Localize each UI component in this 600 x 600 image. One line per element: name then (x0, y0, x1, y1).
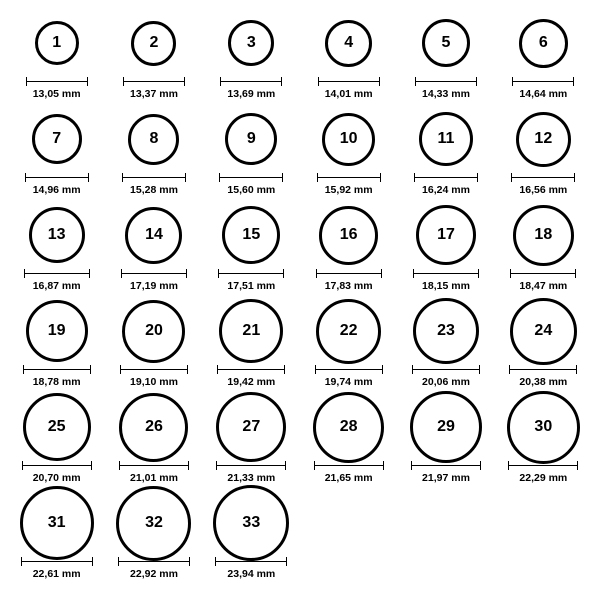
ring-size-grid (8, 10, 592, 586)
ring-circle (510, 298, 577, 365)
measure-line (512, 81, 574, 82)
measure-tick-left (121, 269, 122, 278)
ring-circle-wrap (516, 106, 571, 172)
ring-circle (313, 392, 384, 463)
measure-tick-left (414, 173, 415, 182)
ring-size-label: 10 (339, 130, 358, 147)
diameter-value-label: 17,19 mm (130, 280, 178, 292)
measure-tick-right (574, 173, 575, 182)
diameter-value-label: 17,83 mm (324, 280, 373, 292)
ring-size-label: 1 (52, 34, 62, 51)
diameter-measure-bar (512, 77, 574, 86)
diameter-value-label: 19,42 mm (227, 376, 276, 388)
ring-circle-wrap (213, 490, 289, 556)
ring-circle (131, 21, 176, 66)
ring-circle-wrap (510, 298, 577, 364)
ring-size-cell (397, 106, 494, 202)
measure-tick-right (87, 77, 88, 86)
ring-size-cell (8, 10, 105, 106)
measure-tick-right (284, 365, 285, 374)
ring-size-cell (300, 394, 397, 490)
diameter-measure-bar (413, 269, 479, 278)
diameter-measure-bar (314, 461, 384, 470)
measure-tick-left (411, 461, 412, 470)
diameter-value-label: 22,61 mm (32, 568, 81, 580)
measure-line (314, 465, 384, 466)
diameter-measure-bar (415, 77, 477, 86)
ring-size-cell (300, 10, 397, 106)
measure-tick-right (88, 173, 89, 182)
ring-size-cell (8, 202, 105, 298)
measure-line (219, 177, 283, 178)
ring-size-cell (495, 394, 592, 490)
ring-size-cell (300, 298, 397, 394)
ring-circle (228, 20, 274, 66)
measure-line (118, 561, 190, 562)
diameter-measure-bar (24, 269, 90, 278)
ring-size-label: 26 (145, 418, 163, 435)
ring-circle-wrap (116, 490, 191, 556)
ring-circle-wrap (228, 10, 274, 76)
ring-size-cell (105, 202, 202, 298)
measure-line (412, 369, 480, 370)
ring-size-label: 3 (246, 34, 256, 51)
ring-size-cell (203, 490, 300, 586)
measure-tick-right (379, 77, 380, 86)
measure-tick-right (89, 269, 90, 278)
measure-line (510, 273, 576, 274)
measure-tick-right (186, 269, 187, 278)
measure-line (123, 81, 185, 82)
measure-tick-left (123, 77, 124, 86)
measure-tick-right (283, 269, 284, 278)
measure-tick-right (480, 461, 481, 470)
ring-circle (416, 205, 476, 265)
ring-circle-wrap (119, 394, 188, 460)
ring-circle-wrap (319, 202, 378, 268)
ring-size-cell (495, 10, 592, 106)
ring-size-cell (8, 394, 105, 490)
measure-tick-left (314, 461, 315, 470)
ring-circle-wrap (23, 394, 91, 460)
diameter-measure-bar (414, 173, 478, 182)
ring-circle (322, 113, 375, 166)
measure-tick-left (510, 269, 511, 278)
measure-line (122, 177, 186, 178)
measure-line (508, 465, 578, 466)
measure-tick-left (316, 269, 317, 278)
measure-tick-left (412, 365, 413, 374)
measure-tick-left (217, 365, 218, 374)
diameter-measure-bar (119, 461, 189, 470)
diameter-measure-bar (412, 365, 480, 374)
measure-line (25, 177, 89, 178)
ring-size-label: 30 (534, 418, 553, 435)
ring-circle (32, 114, 82, 164)
diameter-value-label: 15,60 mm (227, 184, 276, 196)
diameter-value-label: 21,97 mm (422, 472, 470, 484)
ring-size-label: 25 (47, 418, 66, 435)
diameter-measure-bar (315, 365, 383, 374)
ring-circle (225, 113, 277, 165)
ring-circle (29, 207, 85, 263)
measure-line (218, 273, 284, 274)
ring-size-cell (105, 106, 202, 202)
ring-circle (319, 206, 378, 265)
diameter-value-label: 14,33 mm (422, 88, 470, 100)
measure-tick-left (118, 557, 119, 566)
measure-tick-left (509, 365, 510, 374)
ring-circle (35, 21, 79, 65)
diameter-measure-bar (218, 269, 284, 278)
ring-size-cell (300, 202, 397, 298)
ring-size-label: 15 (242, 226, 261, 243)
diameter-measure-bar (123, 77, 185, 86)
ring-circle (410, 391, 482, 463)
ring-size-label: 6 (538, 34, 548, 51)
diameter-measure-bar (219, 173, 283, 182)
ring-circle (507, 391, 580, 464)
diameter-value-label: 18,47 mm (519, 280, 568, 292)
diameter-value-label: 13,37 mm (130, 88, 178, 100)
diameter-measure-bar (23, 365, 91, 374)
measure-line (26, 81, 88, 82)
ring-circle-wrap (313, 394, 384, 460)
measure-line (317, 177, 381, 178)
diameter-measure-bar (216, 461, 286, 470)
ring-circle (216, 392, 286, 462)
measure-tick-right (92, 557, 93, 566)
ring-size-label: 13 (47, 226, 66, 243)
measure-line (511, 177, 575, 178)
ring-size-cell (105, 298, 202, 394)
ring-circle (419, 112, 473, 166)
ring-size-label: 19 (47, 322, 66, 339)
ring-size-label: 12 (534, 130, 553, 147)
diameter-measure-bar (215, 557, 287, 566)
ring-size-label: 21 (242, 322, 261, 339)
ring-circle-wrap (128, 106, 179, 172)
ring-size-label: 23 (437, 322, 455, 339)
ring-circle (26, 300, 88, 362)
measure-tick-right (477, 173, 478, 182)
ring-size-label: 14 (145, 226, 163, 243)
ring-circle-wrap (26, 298, 88, 364)
ring-circle (128, 114, 179, 165)
measure-tick-left (22, 461, 23, 470)
diameter-value-label: 13,69 mm (227, 88, 276, 100)
measure-tick-left (119, 461, 120, 470)
diameter-measure-bar (21, 557, 93, 566)
ring-circle-wrap (316, 298, 381, 364)
measure-line (509, 369, 577, 370)
measure-line (121, 273, 187, 274)
ring-size-cell (8, 298, 105, 394)
measure-tick-right (383, 461, 384, 470)
diameter-value-label: 19,10 mm (130, 376, 178, 388)
diameter-measure-bar (22, 461, 92, 470)
diameter-value-label: 14,96 mm (32, 184, 81, 196)
ring-circle-wrap (131, 10, 176, 76)
measure-line (24, 273, 90, 274)
ring-circle (513, 205, 574, 266)
ring-size-label: 8 (149, 130, 159, 147)
measure-line (414, 177, 478, 178)
ring-circle (219, 299, 283, 363)
measure-tick-left (220, 77, 221, 86)
measure-tick-left (122, 173, 123, 182)
ring-size-label: 18 (534, 226, 553, 243)
diameter-value-label: 19,74 mm (324, 376, 373, 388)
measure-tick-right (576, 365, 577, 374)
ring-circle-wrap (20, 490, 94, 556)
measure-line (217, 369, 285, 370)
measure-line (411, 465, 481, 466)
ring-size-cell (397, 10, 494, 106)
measure-tick-right (381, 269, 382, 278)
measure-line (315, 369, 383, 370)
diameter-value-label: 20,70 mm (32, 472, 81, 484)
ring-circle (119, 393, 188, 462)
ring-circle-wrap (125, 202, 182, 268)
diameter-measure-bar (411, 461, 481, 470)
ring-circle-wrap (35, 10, 79, 76)
ring-circle (20, 486, 94, 560)
measure-tick-left (511, 173, 512, 182)
measure-line (120, 369, 188, 370)
ring-size-cell (203, 106, 300, 202)
measure-tick-right (286, 557, 287, 566)
ring-size-label: 4 (344, 34, 354, 51)
measure-tick-right (187, 365, 188, 374)
ring-size-cell (105, 10, 202, 106)
measure-tick-right (479, 365, 480, 374)
ring-circle-wrap (216, 394, 286, 460)
measure-tick-left (25, 173, 26, 182)
diameter-value-label: 16,56 mm (519, 184, 568, 196)
measure-tick-right (575, 269, 576, 278)
measure-tick-left (23, 365, 24, 374)
ring-size-label: 7 (52, 130, 62, 147)
measure-tick-right (189, 557, 190, 566)
ring-size-cell (105, 490, 202, 586)
diameter-value-label: 18,78 mm (32, 376, 81, 388)
ring-size-label: 9 (246, 130, 256, 147)
measure-tick-left (315, 365, 316, 374)
measure-tick-left (508, 461, 509, 470)
ring-circle-wrap (410, 394, 482, 460)
measure-tick-right (90, 365, 91, 374)
ring-size-cell (495, 202, 592, 298)
measure-tick-right (185, 173, 186, 182)
ring-size-cell (397, 202, 494, 298)
diameter-value-label: 22,92 mm (130, 568, 178, 580)
ring-circle-wrap (32, 106, 82, 172)
ring-size-label: 16 (339, 226, 358, 243)
measure-line (22, 465, 92, 466)
diameter-measure-bar (316, 269, 382, 278)
measure-tick-left (413, 269, 414, 278)
diameter-value-label: 18,15 mm (422, 280, 470, 292)
measure-tick-left (317, 173, 318, 182)
diameter-value-label: 21,65 mm (324, 472, 373, 484)
ring-size-label: 27 (242, 418, 261, 435)
measure-line (413, 273, 479, 274)
ring-circle (116, 486, 191, 561)
ring-circle-wrap (29, 202, 85, 268)
diameter-value-label: 15,92 mm (324, 184, 373, 196)
diameter-measure-bar (317, 173, 381, 182)
measure-tick-left (512, 77, 513, 86)
ring-size-cell (203, 202, 300, 298)
measure-tick-right (188, 461, 189, 470)
measure-tick-right (573, 77, 574, 86)
ring-circle-wrap (519, 10, 568, 76)
ring-circle-wrap (219, 298, 283, 364)
ring-size-label: 31 (47, 514, 66, 531)
ring-circle-wrap (422, 10, 470, 76)
measure-line (318, 81, 380, 82)
measure-tick-right (184, 77, 185, 86)
diameter-value-label: 16,24 mm (422, 184, 470, 196)
ring-circle (422, 19, 470, 67)
diameter-measure-bar (120, 365, 188, 374)
ring-size-cell (495, 298, 592, 394)
ring-size-cell (105, 394, 202, 490)
measure-tick-left (26, 77, 27, 86)
ring-size-cell (203, 394, 300, 490)
ring-size-cell (203, 298, 300, 394)
measure-line (215, 561, 287, 562)
measure-line (220, 81, 282, 82)
ring-size-label: 22 (339, 322, 358, 339)
diameter-value-label: 16,87 mm (32, 280, 81, 292)
ring-size-cell (397, 298, 494, 394)
ring-circle (222, 206, 280, 264)
diameter-value-label: 17,51 mm (227, 280, 276, 292)
ring-circle (519, 19, 568, 68)
diameter-value-label: 23,94 mm (227, 568, 276, 580)
ring-circle-wrap (513, 202, 574, 268)
diameter-measure-bar (122, 173, 186, 182)
ring-circle-wrap (416, 202, 476, 268)
ring-circle-wrap (122, 298, 185, 364)
ring-circle-wrap (325, 10, 372, 76)
ring-circle (122, 300, 185, 363)
ring-size-cell (397, 394, 494, 490)
diameter-measure-bar (220, 77, 282, 86)
ring-circle-wrap (413, 298, 479, 364)
measure-tick-left (218, 269, 219, 278)
measure-tick-right (478, 269, 479, 278)
diameter-measure-bar (509, 365, 577, 374)
measure-tick-left (24, 269, 25, 278)
diameter-value-label: 14,64 mm (519, 88, 568, 100)
measure-tick-left (215, 557, 216, 566)
ring-size-label: 5 (441, 34, 451, 51)
ring-size-label: 11 (437, 130, 455, 147)
measure-tick-right (577, 461, 578, 470)
diameter-measure-bar (510, 269, 576, 278)
ring-circle-wrap (507, 394, 580, 460)
ring-size-cell (300, 106, 397, 202)
ring-size-label: 2 (149, 34, 159, 51)
diameter-value-label: 13,05 mm (32, 88, 81, 100)
ring-circle (325, 20, 372, 67)
ring-circle-wrap (222, 202, 280, 268)
diameter-measure-bar (318, 77, 380, 86)
measure-line (21, 561, 93, 562)
measure-tick-right (382, 365, 383, 374)
measure-tick-right (281, 77, 282, 86)
diameter-value-label: 21,01 mm (130, 472, 178, 484)
ring-size-label: 28 (339, 418, 358, 435)
diameter-measure-bar (26, 77, 88, 86)
measure-line (216, 465, 286, 466)
measure-tick-left (120, 365, 121, 374)
measure-line (119, 465, 189, 466)
diameter-value-label: 20,06 mm (422, 376, 470, 388)
ring-size-label: 29 (437, 418, 455, 435)
measure-line (316, 273, 382, 274)
ring-size-cell (495, 106, 592, 202)
ring-size-label: 24 (534, 322, 553, 339)
diameter-measure-bar (511, 173, 575, 182)
measure-tick-right (285, 461, 286, 470)
measure-line (23, 369, 91, 370)
measure-tick-left (216, 461, 217, 470)
ring-circle-wrap (322, 106, 375, 172)
diameter-value-label: 14,01 mm (324, 88, 373, 100)
measure-tick-left (21, 557, 22, 566)
ring-size-label: 17 (437, 226, 455, 243)
measure-tick-left (219, 173, 220, 182)
diameter-value-label: 22,29 mm (519, 472, 568, 484)
ring-size-cell (8, 490, 105, 586)
ring-size-label: 20 (145, 322, 163, 339)
diameter-value-label: 20,38 mm (519, 376, 568, 388)
diameter-measure-bar (121, 269, 187, 278)
ring-size-label: 32 (145, 514, 163, 531)
measure-tick-left (415, 77, 416, 86)
measure-line (415, 81, 477, 82)
measure-tick-right (282, 173, 283, 182)
ring-circle (213, 485, 289, 561)
ring-circle (23, 393, 91, 461)
ring-circle-wrap (419, 106, 473, 172)
ring-circle (316, 299, 381, 364)
measure-tick-left (318, 77, 319, 86)
measure-tick-right (380, 173, 381, 182)
ring-size-cell (8, 106, 105, 202)
measure-tick-right (476, 77, 477, 86)
ring-circle (125, 207, 182, 264)
diameter-measure-bar (217, 365, 285, 374)
diameter-measure-bar (25, 173, 89, 182)
ring-circle-wrap (225, 106, 277, 172)
diameter-measure-bar (508, 461, 578, 470)
diameter-value-label: 15,28 mm (130, 184, 178, 196)
ring-size-label: 33 (242, 514, 261, 531)
ring-circle (413, 298, 479, 364)
diameter-value-label: 21,33 mm (227, 472, 276, 484)
ring-size-cell (203, 10, 300, 106)
measure-tick-right (91, 461, 92, 470)
ring-circle (516, 112, 571, 167)
diameter-measure-bar (118, 557, 190, 566)
